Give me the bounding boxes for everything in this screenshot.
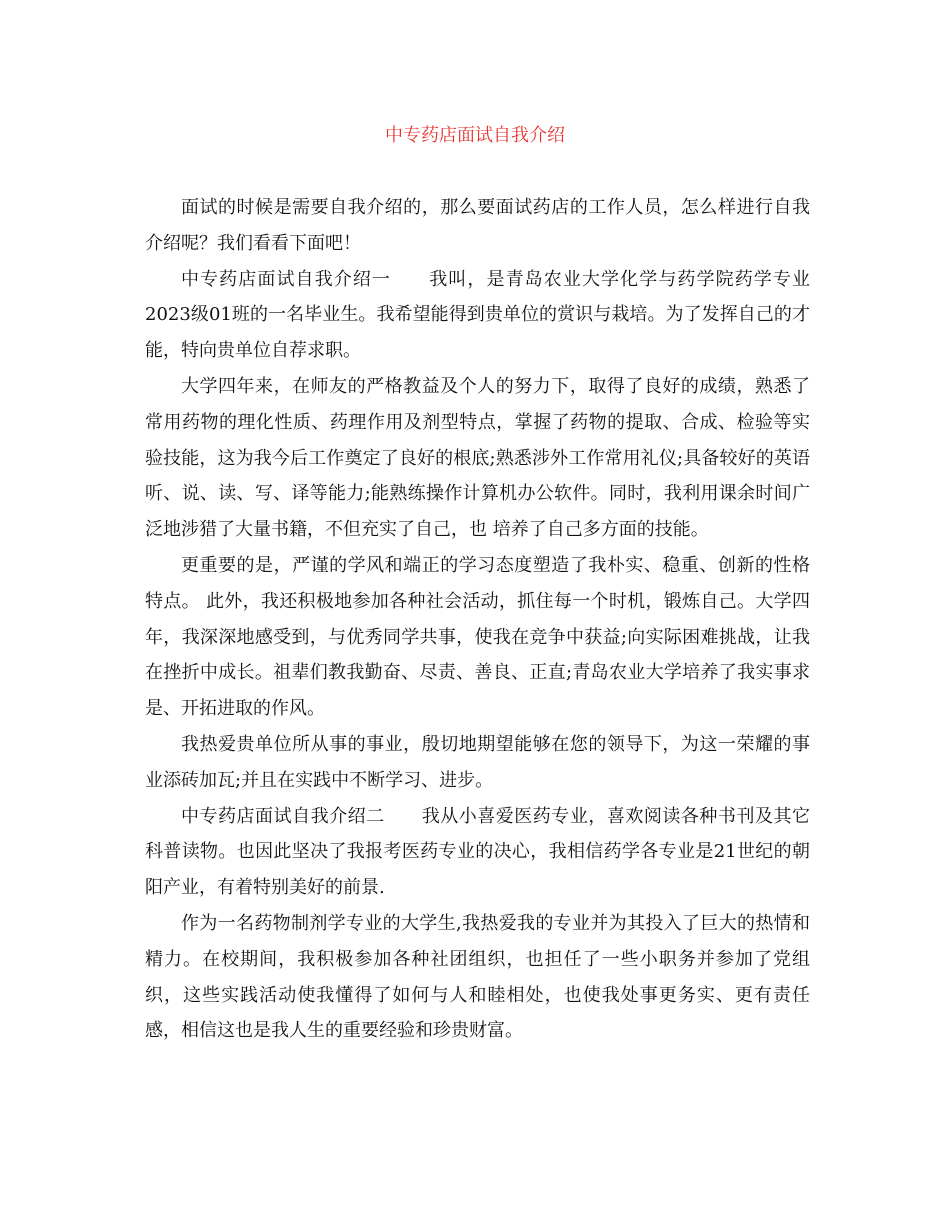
paragraph: 大学四年来，在师友的严格教益及个人的努力下，取得了良好的成绩，熟悉了常用药物的理化性质、药理作用及剂型特点，掌握了药物的提取、合成、检验等实验技能，这为我今后工作奠定了良好的根底;熟悉涉外工作常用礼仪;具备较好的英语听、说、读、写、译等能力;能熟练操作计算机办公软件。同时，我利用课余时间广泛地涉猎了大量书籍，不但充实了自己，也 培养了自己多方面的技能。 xyxy=(145,375,810,541)
paragraph: 作为一名药物制剂学专业的大学生,我热爱我的专业并为其投入了巨大的热情和精力。在校期间，我积极参加各种社团组织，也担任了一些小职务并参加了党组织，这些实践活动使我懂得了如何与人和睦相处，也使我处事更务实、更有责任感，相信这也是我人生的重要经验和珍贵财富。 xyxy=(145,912,810,1042)
paragraph: 中专药店面试自我介绍一 我叫，是青岛农业大学化学与药学院药学专业2023级01班的一名毕业生。我希望能得到贵单位的赏识与栽培。为了发挥自己的才能，特向贵单位自荐求职。 xyxy=(145,268,810,362)
paragraph: 中专药店面试自我介绍二 我从小喜爱医药专业，喜欢阅读各种书刊及其它科普读物。也因此坚决了我报考医药专业的决心，我相信药学各专业是21世纪的朝阳产业，有着特别美好的前景. xyxy=(145,805,810,899)
document-body xyxy=(145,190,810,1049)
paragraph: 面试的时候是需要自我介绍的，那么要面试药店的工作人员，怎么样进行自我介绍呢？我们看看下面吧！ xyxy=(145,197,810,254)
paragraph: 更重要的是，严谨的学风和端正的学习态度塑造了我朴实、稳重、创新的性格特点。 此外，我还积极地参加各种社会活动，抓住每一个时机，锻炼自己。大学四年，我深深地感受到，与优秀同学共事，使我在竞争中获益;向实际困难挑战，让我在挫折中成长。祖辈们教我勤奋、尽责、善良、正直;青岛农业大学培养了我实事求是、开拓进取的作风。 xyxy=(145,554,810,720)
paragraph: 我热爱贵单位所从事的事业，殷切地期望能够在您的领导下，为这一荣耀的事业添砖加瓦;并且在实践中不断学习、进步。 xyxy=(145,733,810,791)
document-title: 中专药店面试自我介绍 xyxy=(385,125,565,146)
